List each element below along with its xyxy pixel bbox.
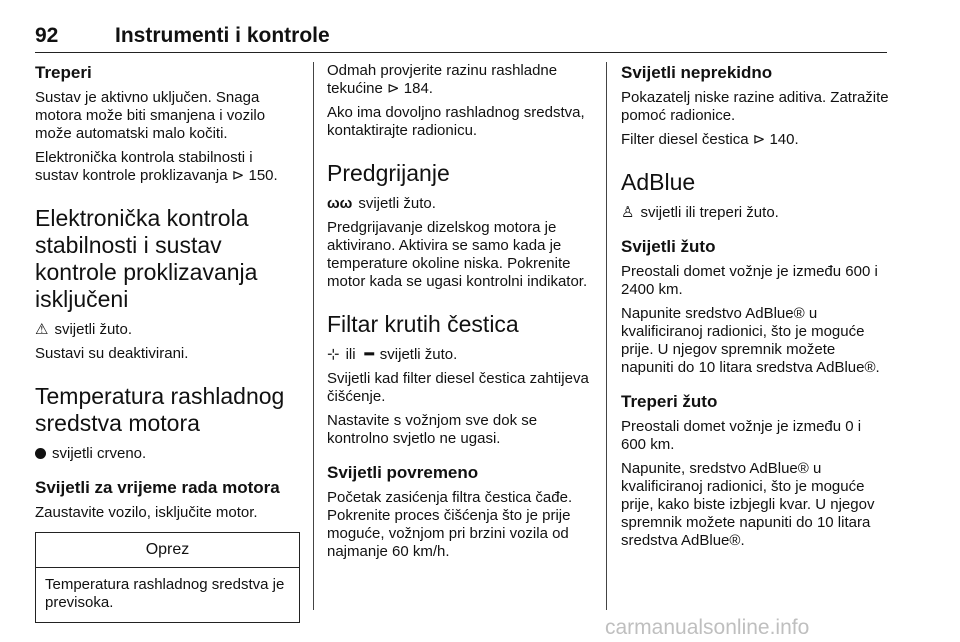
warning-title: Oprez <box>36 533 299 568</box>
continuous-text-2: Filter diesel čestica ⊳ 140. <box>621 131 799 148</box>
particle-filter-icon: ⊹ <box>327 346 340 363</box>
flash-heading: Treperi žuto <box>621 392 718 411</box>
filter-heading: Filtar krutih čestica <box>327 311 519 337</box>
filter-text-4: Početak zasićenja filtra čestica čađe. Pokrenite proces čišćenja što je prije moguće, vožnjom pri brzini vozila od najmanje 60 km/h. <box>327 489 573 560</box>
filter-text-1 <box>327 346 592 364</box>
filter-subheading: Svijetli povremeno <box>327 463 479 482</box>
preheat-text-2: Predgrijavanje dizelskog motora je aktivirano. Aktivira se samo kada je temperature okoline niska. Pokrenite motor kada se ugasi kontrolni indikator. <box>327 219 588 290</box>
preheat-status: svijetli žuto. <box>358 195 436 212</box>
warning-text: Temperatura rashladnog sredstva je previsoka. <box>45 576 285 611</box>
adblue-heading: AdBlue <box>621 169 696 195</box>
warning-box <box>35 532 300 623</box>
flash-text-1: Preostali domet vožnje je između 0 i 600 km. <box>621 418 862 453</box>
filter-or: ili <box>345 346 356 363</box>
adblue-icon: ♙ <box>621 204 635 221</box>
yellow-text-2: Napunite sredstvo AdBlue® u kvalificiranoj radionici, što je moguće prije. U njegov spremnik možete napuniti do 10 litara sredstva AdBlue®. <box>621 305 880 376</box>
temp-text-2: Zaustavite vozilo, isključite motor. <box>35 504 258 521</box>
temp-heading: Temperatura rashladnog sredstva motora <box>35 383 285 436</box>
temp-subheading: Svijetli za vrijeme rada motora <box>35 478 280 497</box>
esc-text-1 <box>35 321 300 339</box>
column-1 <box>35 62 300 623</box>
temp-text-1 <box>35 445 300 463</box>
esc-off-icon: ⚠ <box>35 321 49 338</box>
continuous-heading: Svijetli neprekidno <box>621 63 773 82</box>
filter-text-3: Nastavite s vožnjom sve dok se kontrolno svjetlo ne ugasi. <box>327 412 538 447</box>
esc-text-2: Sustavi su deaktivirani. <box>35 345 189 362</box>
coolant-text-1: Odmah provjerite razinu rashladne tekućine ⊳ 184. <box>327 62 558 97</box>
column-2 <box>327 62 592 567</box>
red-indicator-icon <box>35 448 46 459</box>
flash-text-2: Napunite, sredstvo AdBlue® u kvalificiranoj radionici, što je moguće prije, kako biste izbjegli kvar. U njegov spremnik možete napuniti do 10 litara sredstva AdBlue®. <box>621 460 875 549</box>
watermark: carmanualsonline.info <box>605 616 810 639</box>
exhaust-filter-icon: ━ <box>364 346 374 363</box>
filter-text-2: Svijetli kad filter diesel čestica zahtijeva čišćenje. <box>327 370 589 405</box>
esc-status: svijetli žuto. <box>54 321 132 338</box>
preheat-text-1 <box>327 195 592 213</box>
continuous-text-1: Pokazatelj niske razine aditiva. Zatražite pomoć radionice. <box>621 89 889 124</box>
adblue-text-1 <box>621 204 889 222</box>
glow-plug-icon: ωω <box>327 195 353 212</box>
filter-status: svijetli žuto. <box>379 346 458 363</box>
column-3 <box>621 62 889 556</box>
column-divider <box>606 62 607 610</box>
preheat-heading: Predgrijanje <box>327 160 450 186</box>
page-number: 92 <box>35 24 59 47</box>
yellow-text-1: Preostali domet vožnje je između 600 i 2400 km. <box>621 263 878 298</box>
column-divider <box>313 62 314 610</box>
yellow-heading: Svijetli žuto <box>621 237 716 256</box>
esc-heading: Elektronička kontrola stabilnosti i sustav kontrole proklizavanja isključeni <box>35 205 258 312</box>
treperi-text-2: Elektronička kontrola stabilnosti i sustav kontrole proklizavanja ⊳ 150. <box>35 149 278 184</box>
running-title: Instrumenti i kontrole <box>115 24 330 47</box>
page-header <box>35 24 887 53</box>
treperi-heading: Treperi <box>35 63 92 82</box>
adblue-status: svijetli ili treperi žuto. <box>640 204 779 221</box>
treperi-text-1: Sustav je aktivno uključen. Snaga motora može biti smanjena i vozilo može automatski malo kočiti. <box>35 89 266 142</box>
coolant-text-2: Ako ima dovoljno rashladnog sredstva, kontaktirajte radionicu. <box>327 104 585 139</box>
temp-status: svijetli crveno. <box>52 445 147 462</box>
